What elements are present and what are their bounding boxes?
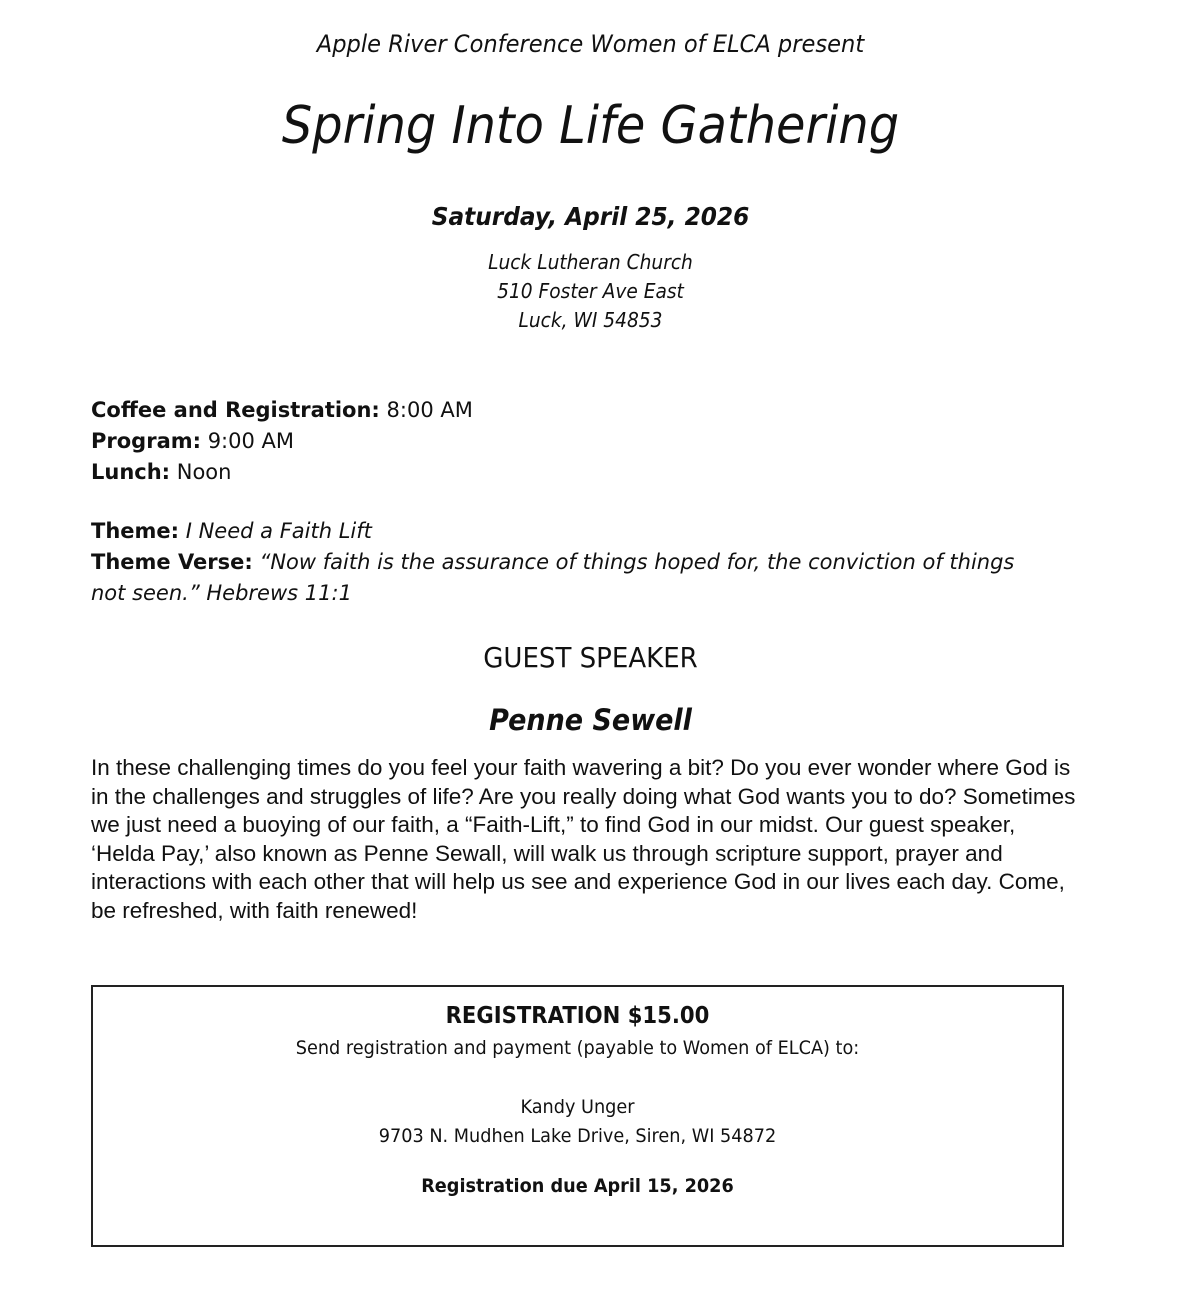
theme-value: I Need a Faith Lift — [179, 519, 372, 543]
registration-title: REGISTRATION $15.00 — [445, 1003, 710, 1029]
theme-verse-line — [91, 547, 1051, 609]
venue-name: Luck Lutheran Church — [488, 250, 693, 274]
schedule-time: 9:00 AM — [201, 429, 295, 453]
speaker-name: Penne Sewell — [489, 703, 692, 737]
theme-verse-label: Theme Verse: — [91, 550, 253, 574]
guest-speaker-heading: GUEST SPEAKER — [483, 641, 698, 674]
registration-instruction: Send registration and payment (payable to Women of ELCA) to: — [295, 1037, 860, 1059]
presenter-line: Apple River Conference Women of ELCA present — [316, 30, 865, 58]
venue-street: 510 Foster Ave East — [497, 279, 684, 303]
schedule-time: Noon — [170, 460, 232, 484]
theme-label: Theme: — [91, 519, 180, 543]
event-date: Saturday, April 25, 2026 — [431, 202, 750, 231]
schedule-label: Program: — [91, 429, 202, 453]
schedule-label: Lunch: — [91, 460, 171, 484]
speaker-description: In these challenging times do you feel your faith wavering a bit? Do you ever wonder where God is in the challenges and struggles of life? Are you really doing what God wants you to do? Sometimes we just need a buoying of our faith, a “Faith-Lift,” to find God in our midst. Our guest speaker, ‘Helda Pay,’ also known as Penne Sewall, will walk us through scripture support, prayer and interactions with each other that will help us see and experience God in our lives each day. Come, be refreshed, with faith renewed! — [91, 755, 1076, 923]
contact-address: 9703 N. Mudhen Lake Drive, Siren, WI 54872 — [378, 1125, 777, 1147]
schedule-item-program — [91, 426, 473, 457]
registration-box — [91, 985, 1064, 1247]
venue-city: Luck, WI 54853 — [518, 308, 663, 332]
contact-name: Kandy Unger — [520, 1096, 635, 1118]
registration-contact — [127, 1093, 1028, 1151]
event-title: Spring Into Life Gathering — [281, 96, 900, 156]
theme-verse-text: “Now faith is the assurance of things hoped for, the conviction of things not seen.” Hebrews 11:1 — [91, 550, 1015, 605]
schedule-item-coffee — [91, 395, 473, 426]
theme-section — [91, 516, 1051, 609]
theme-line — [91, 516, 1051, 547]
registration-due: Registration due April 15, 2026 — [421, 1175, 734, 1197]
venue-address — [41, 248, 1139, 335]
schedule-time: 8:00 AM — [379, 398, 473, 422]
schedule-list — [91, 395, 473, 488]
schedule-label: Coffee and Registration: — [91, 398, 380, 422]
schedule-item-lunch — [91, 457, 473, 488]
